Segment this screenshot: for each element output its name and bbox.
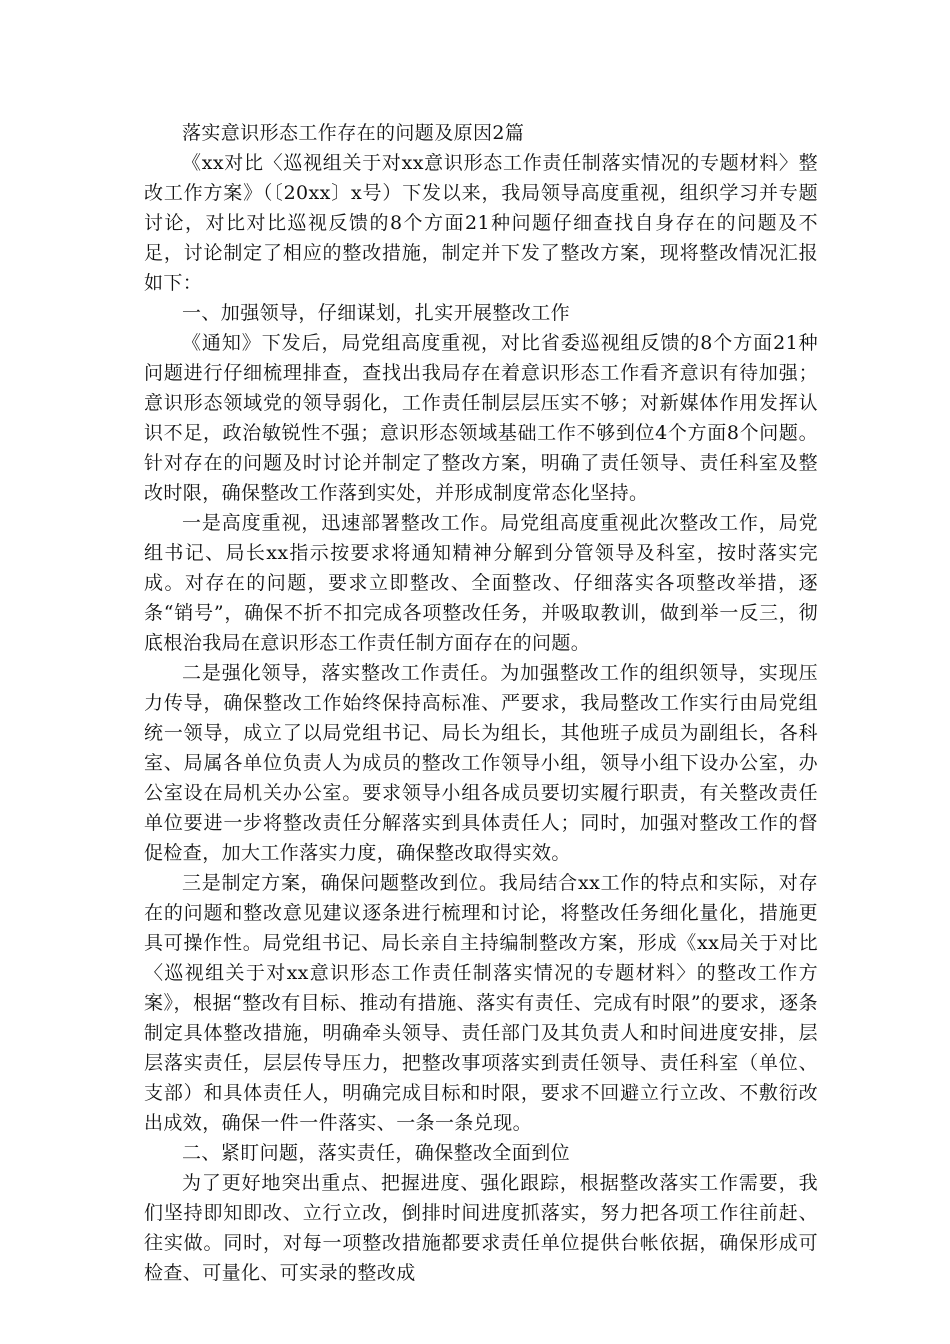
paragraph-tracking: 为了更好地突出重点、把握进度、强化跟踪，根据整改落实工作需要，我们坚持即知即改、立行立改，倒排时间进度抓落实，努力把各项工作往前赶、往实做。同时，对每一项整改措施都要求责任单位提供台帐依据，确保形成可检查、可量化、可实录的整改成 — [144, 1172, 818, 1284]
document-title: 落实意识形态工作存在的问题及原因2篇 — [182, 122, 525, 144]
paragraph-point-1: 一是高度重视，迅速部署整改工作。局党组高度重视此次整改工作，局党组书记、局长xx指示按要求将通知精神分解到分管领导及科室，按时落实完成。对存在的问题，要求立即整改、全面整改、仔细落实各项整改举措，逐条“销号”，确保不折不扣完成各项整改任务，并吸取教训，做到举一反三，彻底根治我局在意识形态工作责任制方面存在的问题。 — [144, 512, 818, 654]
paragraph-point-2: 二是强化领导，落实整改工作责任。为加强整改工作的组织领导，实现压力传导，确保整改工作始终保持高标准、严要求，我局整改工作实行由局党组统一领导，成立了以局党组书记、局长为组长，其他班子成员为副组长，各科室、局属各单位负责人为成员的整改工作领导小组，领导小组下设办公室，办公室设在局机关办公室。要求领导小组各成员要切实履行职责，有关整改责任单位要进一步将整改责任分解落实到具体责任人；同时，加强对整改工作的督促检查，加大工作落实力度，确保整改取得实效。 — [144, 662, 818, 864]
document-body — [144, 118, 818, 1288]
paragraph-point-3: 三是制定方案，确保问题整改到位。我局结合xx工作的特点和实际，对存在的问题和整改意见建议逐条进行梳理和讨论，将整改任务细化量化，措施更具可操作性。局党组书记、局长亲自主持编制整改方案，形成《xx局关于对比〈巡视组关于对xx意识形态工作责任制落实情况的专题材料〉的整改工作方案》，根据“整改有目标、推动有措施、落实有责任、完成有时限”的要求，逐条制定具体整改措施，明确牵头领导、责任部门及其负责人和时间进度安排，层层落实责任，层层传导压力，把整改事项落实到责任领导、责任科室（单位、支部）和具体责任人，明确完成目标和时限，要求不回避立行立改、不敷衍改出成效，确保一件一件落实、一条一条兑现。 — [144, 872, 818, 1134]
section-heading-2: 二、紧盯问题，落实责任，确保整改全面到位 — [182, 1142, 571, 1164]
paragraph-notice: 《通知》下发后，局党组高度重视，对比省委巡视组反馈的8个方面21种问题进行仔细梳理排查，查找出我局存在着意识形态工作看齐意识有待加强；意识形态领域党的领导弱化，工作责任制层层压实不够；对新媒体作用发挥认识不足，政治敏锐性不强；意识形态领域基础工作不够到位4个方面8个问题。针对存在的问题及时讨论并制定了整改方案，明确了责任领导、责任科室及整改时限，确保整改工作落到实处，并形成制度常态化坚持。 — [144, 332, 818, 504]
paragraph-intro: 《xx对比〈巡视组关于对xx意识形态工作责任制落实情况的专题材料〉整改工作方案》（〔20xx〕x号）下发以来，我局领导高度重视，组织学习并专题讨论，对比对比巡视反馈的8个方面21种问题仔细查找自身存在的问题及不足，讨论制定了相应的整改措施，制定并下发了整改方案，现将整改情况汇报如下： — [144, 152, 818, 294]
section-heading-1: 一、加强领导，仔细谋划，扎实开展整改工作 — [182, 302, 571, 324]
